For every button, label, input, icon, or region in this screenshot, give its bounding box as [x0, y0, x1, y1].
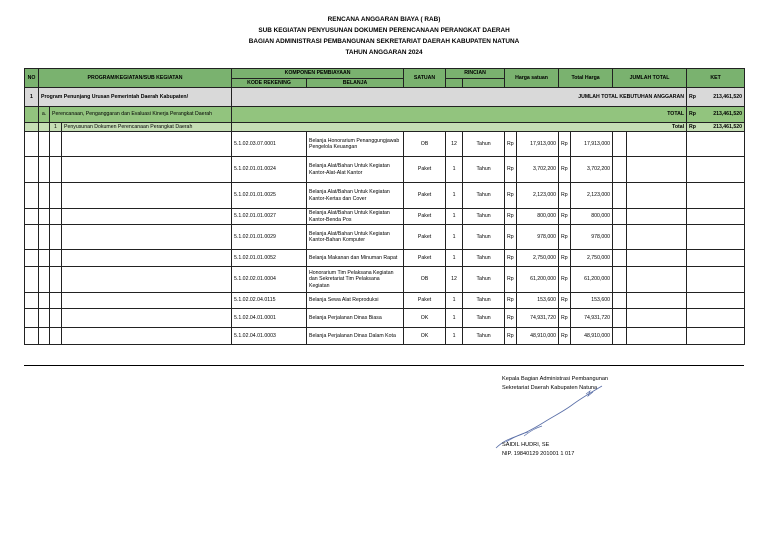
kegiatan-total-label: TOTAL — [232, 107, 687, 123]
item-harga: 2,750,000 — [517, 250, 559, 267]
signature-signer — [502, 441, 574, 458]
col-rincian-header: RINCIAN — [446, 69, 505, 79]
item-rp2: Rp — [559, 157, 571, 183]
item-kode: 5.1.02.01.01.0025 — [232, 183, 307, 209]
kegiatan-no: a. — [39, 107, 50, 123]
program-rp-symbol: Rp — [689, 93, 696, 100]
rab-table — [24, 68, 745, 345]
col-jumlah-total-header: JUMLAH TOTAL — [613, 69, 687, 88]
item-kode: 5.1.02.04.01.0001 — [232, 309, 307, 328]
item-total: 153,600 — [571, 293, 613, 309]
item-satuan: Paket — [404, 183, 446, 209]
table-header-row — [25, 69, 745, 79]
doc-title-line1: RENCANA ANGGARAN BIAYA ( RAB) — [327, 16, 441, 23]
item-rp1: Rp — [505, 209, 517, 225]
item-unit: Tahun — [463, 157, 505, 183]
col-no-header: NO — [25, 69, 39, 88]
item-harga: 17,913,000 — [517, 132, 559, 157]
item-kode: 5.1.02.01.01.0024 — [232, 157, 307, 183]
item-qty: 1 — [446, 209, 463, 225]
item-satuan: OB — [404, 132, 446, 157]
item-total: 61,200,000 — [571, 267, 613, 293]
col-total-harga-header: Total Harga — [559, 69, 613, 88]
program-rp — [687, 88, 745, 107]
program-row — [25, 88, 745, 107]
item-unit: Tahun — [463, 328, 505, 345]
footer-divider — [24, 365, 744, 366]
item-harga: 2,123,000 — [517, 183, 559, 209]
item-rp1: Rp — [505, 309, 517, 328]
item-unit: Tahun — [463, 183, 505, 209]
col-belanja-header: BELANJA — [307, 79, 404, 88]
table-row — [25, 132, 745, 157]
item-harga: 61,200,000 — [517, 267, 559, 293]
col-satuan-header: SATUAN — [404, 69, 446, 88]
signer-nip: NIP. 19840129 201001 1 017 — [502, 450, 575, 457]
table-row — [25, 183, 745, 209]
item-harga: 48,910,000 — [517, 328, 559, 345]
col-rincian-unit-header — [463, 79, 505, 88]
table-row — [25, 157, 745, 183]
item-belanja: Belanja Alat/Bahan Untuk Kegiatan Kantor-Benda Pos — [307, 209, 404, 225]
table-row — [25, 267, 745, 293]
col-program-header: PROGRAM/KEGIATAN/SUB KEGIATAN — [39, 69, 232, 88]
subkegiatan-total-label: Total — [232, 123, 687, 132]
item-unit: Tahun — [463, 250, 505, 267]
program-amount: 213,461,520 — [713, 93, 743, 100]
col-harga-satuan-header: Harga satuan — [505, 69, 559, 88]
item-rp2: Rp — [559, 328, 571, 345]
item-kode: 5.1.02.01.01.0029 — [232, 225, 307, 250]
item-unit: Tahun — [463, 225, 505, 250]
item-unit: Tahun — [463, 293, 505, 309]
item-rp1: Rp — [505, 132, 517, 157]
table-row — [25, 309, 745, 328]
item-belanja: Belanja Makanan dan Minuman Rapat — [307, 250, 404, 267]
item-kode: 5.1.02.02.01.0004 — [232, 267, 307, 293]
item-harga: 3,702,200 — [517, 157, 559, 183]
item-qty: 1 — [446, 293, 463, 309]
item-belanja: Belanja Alat/Bahan Untuk Kegiatan Kantor-Alat-Alat Kantor — [307, 157, 404, 183]
item-belanja: Belanja Perjalanan Dinas Dalam Kota — [307, 328, 404, 345]
program-name: Program Penunjang Urusan Pemerintah Daerah Kabupaten/ — [39, 88, 232, 107]
item-total: 2,750,000 — [571, 250, 613, 267]
item-total: 800,000 — [571, 209, 613, 225]
item-total: 17,913,000 — [571, 132, 613, 157]
item-rp1: Rp — [505, 225, 517, 250]
col-rincian-qty-header — [446, 79, 463, 88]
item-satuan: Paket — [404, 250, 446, 267]
subkegiatan-no: 1 — [50, 123, 62, 132]
subkegiatan-rp-symbol: Rp — [689, 123, 696, 130]
kegiatan-rp — [687, 107, 745, 123]
item-total: 2,123,000 — [571, 183, 613, 209]
item-rp1: Rp — [505, 183, 517, 209]
signature-position-line2: Sekretariat Daerah Kabupaten Natuna — [502, 384, 598, 391]
item-qty: 1 — [446, 250, 463, 267]
table-row — [25, 293, 745, 309]
subkegiatan-name: Penyusunan Dokumen Perencanaan Perangkat Daerah — [62, 123, 232, 132]
item-satuan: Paket — [404, 209, 446, 225]
kegiatan-rp-symbol: Rp — [689, 111, 696, 118]
program-no: 1 — [25, 88, 39, 107]
item-satuan: Paket — [404, 225, 446, 250]
item-belanja: Belanja Perjalanan Dinas Biasa — [307, 309, 404, 328]
item-belanja: Belanja Honorarium Penanggungjawab Pengelola Keuangan — [307, 132, 404, 157]
doc-title-line4: TAHUN ANGGARAN 2024 — [345, 49, 423, 56]
item-rp1: Rp — [505, 250, 517, 267]
item-rp1: Rp — [505, 328, 517, 345]
item-rp2: Rp — [559, 250, 571, 267]
item-harga: 800,000 — [517, 209, 559, 225]
item-belanja: Honorarium Tim Pelaksana Kegiatan dan Sekretariat Tim Pelaksana Kegiatan — [307, 267, 404, 293]
item-kode: 5.1.02.01.01.0052 — [232, 250, 307, 267]
item-rp1: Rp — [505, 157, 517, 183]
item-qty: 1 — [446, 183, 463, 209]
item-qty: 1 — [446, 225, 463, 250]
item-rp2: Rp — [559, 267, 571, 293]
item-qty: 1 — [446, 157, 463, 183]
item-rp2: Rp — [559, 209, 571, 225]
item-unit: Tahun — [463, 267, 505, 293]
item-total: 74,931,720 — [571, 309, 613, 328]
item-kode: 5.1.02.03.07.0001 — [232, 132, 307, 157]
item-qty: 12 — [446, 132, 463, 157]
item-rp2: Rp — [559, 293, 571, 309]
table-row — [25, 225, 745, 250]
table-row — [25, 209, 745, 225]
item-total: 978,000 — [571, 225, 613, 250]
col-kode-header: KODE REKENING — [232, 79, 307, 88]
subkegiatan-row — [25, 123, 745, 132]
table-row — [25, 250, 745, 267]
program-total-label: JUMLAH TOTAL KEBUTUHAN ANGGARAN — [232, 88, 687, 107]
item-satuan: Paket — [404, 293, 446, 309]
kegiatan-amount: 213,461,520 — [713, 111, 743, 118]
item-unit: Tahun — [463, 309, 505, 328]
item-rp2: Rp — [559, 183, 571, 209]
doc-title-line3: BAGIAN ADMINISTRASI PEMBANGUNAN SEKRETARIAT DAERAH KABUPATEN NATUNA — [248, 38, 520, 45]
item-kode: 5.1.02.04.01.0003 — [232, 328, 307, 345]
item-harga: 74,931,720 — [517, 309, 559, 328]
item-kode: 5.1.02.02.04.0115 — [232, 293, 307, 309]
item-qty: 12 — [446, 267, 463, 293]
item-harga: 978,000 — [517, 225, 559, 250]
signature-position-line1: Kepala Bagian Administrasi Pembangunan — [502, 376, 609, 382]
col-komponen-header: KOMPONEN PEMBIAYAAN — [232, 69, 404, 79]
item-belanja: Belanja Sewa Alat Reproduksi — [307, 293, 404, 309]
item-satuan: OK — [404, 309, 446, 328]
subkegiatan-amount: 213,461,520 — [713, 123, 743, 130]
item-satuan: Paket — [404, 157, 446, 183]
item-belanja: Belanja Alat/Bahan Untuk Kegiatan Kantor-Kertas dan Cover — [307, 183, 404, 209]
item-rp1: Rp — [505, 267, 517, 293]
item-qty: 1 — [446, 328, 463, 345]
table-row — [25, 328, 745, 345]
item-qty: 1 — [446, 309, 463, 328]
item-unit: Tahun — [463, 209, 505, 225]
subkegiatan-rp — [687, 123, 745, 132]
doc-title-line2: SUB KEGIATAN PENYUSUNAN DOKUMEN PERENCANAAN PERANGKAT DAERAH — [258, 27, 510, 34]
signer-name: SAIDIL HUDRI, SE — [502, 442, 550, 448]
item-rp2: Rp — [559, 132, 571, 157]
item-rp2: Rp — [559, 225, 571, 250]
item-satuan: OK — [404, 328, 446, 345]
kegiatan-name: Perencanaan, Penganggaran dan Evaluasi Kinerja Perangkat Daerah — [50, 107, 232, 123]
item-satuan: OB — [404, 267, 446, 293]
item-total: 48,910,000 — [571, 328, 613, 345]
item-harga: 153,600 — [517, 293, 559, 309]
col-ket-header: KET — [687, 69, 745, 88]
item-kode: 5.1.02.01.01.0027 — [232, 209, 307, 225]
item-unit: Tahun — [463, 132, 505, 157]
item-total: 3,702,200 — [571, 157, 613, 183]
item-rp2: Rp — [559, 309, 571, 328]
item-belanja: Belanja Alat/Bahan Untuk Kegiatan Kantor-Bahan Komputer — [307, 225, 404, 250]
kegiatan-row — [25, 107, 745, 123]
item-rp1: Rp — [505, 293, 517, 309]
